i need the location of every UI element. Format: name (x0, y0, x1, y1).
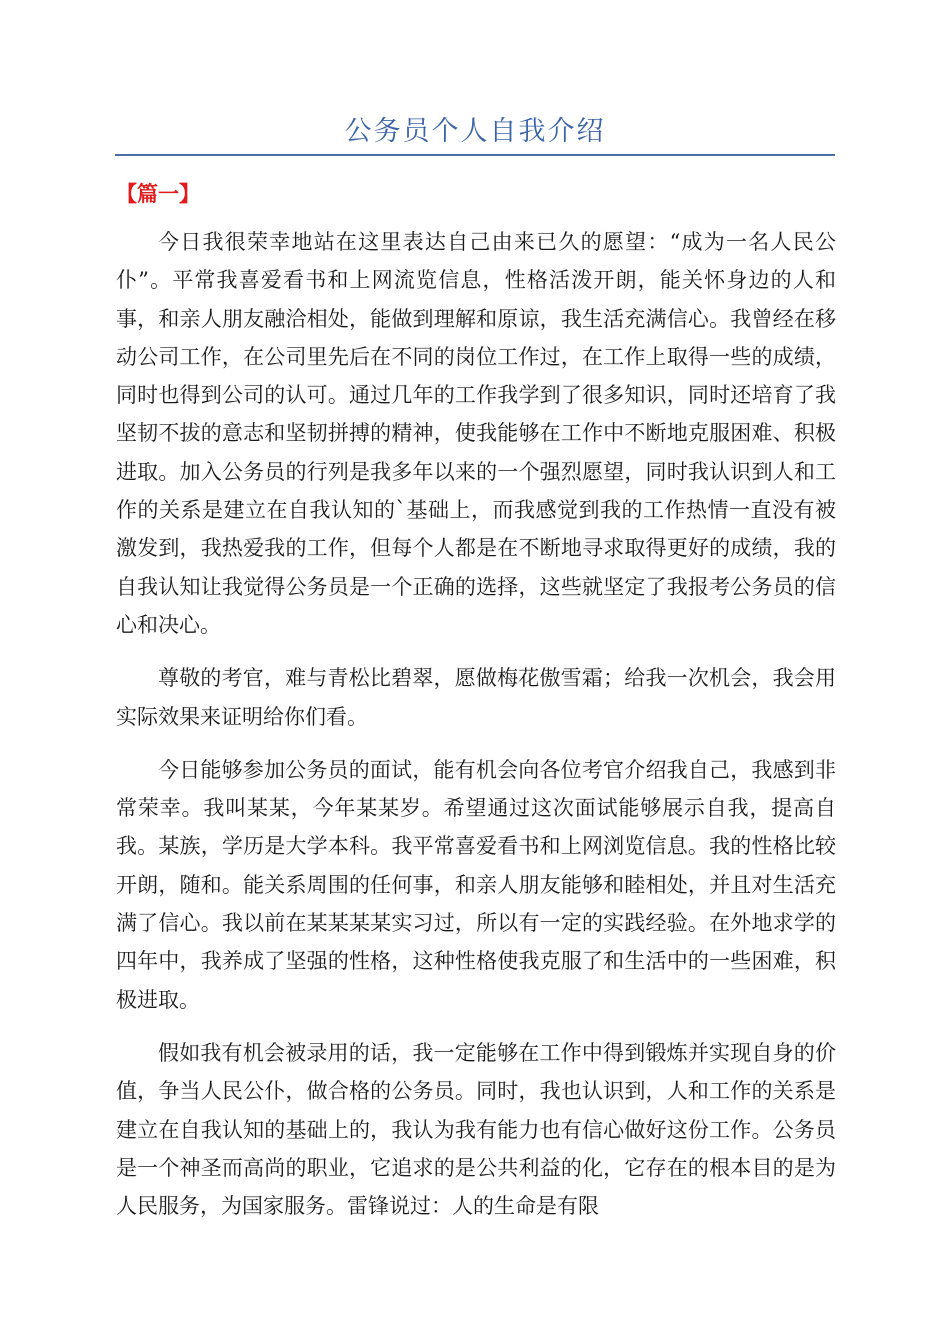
document-title: 公务员个人自我介绍 (344, 116, 606, 147)
paragraph-2: 尊敬的考官，难与青松比碧翠，愿做梅花傲雪霜；给我一次机会，我会用实际效果来证明给你们看。 (116, 666, 836, 729)
section-heading: 【篇一】 (116, 182, 200, 206)
title-underline-divider (115, 154, 835, 156)
paragraph-4: 假如我有机会被录用的话，我一定能够在工作中得到锻炼并实现自身的价值，争当人民公仆，做合格的公务员。同时，我也认识到，人和工作的关系是建立在自我认知的基础上的，我认为我有能力也有信心做好这份工作。公务员是一个神圣而高尚的职业，它追求的是公共利益的化，它存在的根本目的是为人民服务，为国家服务。雷锋说过：人的生命是有限 (116, 1040, 836, 1219)
body-text (116, 223, 836, 1240)
paragraph-3: 今日能够参加公务员的面试，能有机会向各位考官介绍我自己，我感到非常荣幸。我叫某某，今年某某岁。希望通过这次面试能够展示自我，提高自我。某族，学历是大学本科。我平常喜爱看书和上网浏览信息。我的性格比较开朗，随和。能关系周围的任何事，和亲人朋友能够和睦相处，并且对生活充满了信心。我以前在某某某某实习过，所以有一定的实践经验。在外地求学的四年中，我养成了坚强的性格，这种性格使我克服了和生活中的一些困难，积极进取。 (116, 757, 836, 1012)
paragraph-1: 今日我很荣幸地站在这里表达自己由来已久的愿望：“成为一名人民公仆”。平常我喜爱看书和上网流览信息，性格活泼开朗，能关怀身边的人和事，和亲人朋友融洽相处，能做到理解和原谅，我生活充满信心。我曾经在移动公司工作，在公司里先后在不同的岗位工作过，在工作上取得一些的成绩，同时也得到公司的认可。通过几年的工作我学到了很多知识，同时还培育了我坚韧不拔的意志和坚韧拼搏的精神，使我能够在工作中不断地克服困难、积极进取。加入公务员的行列是我多年以来的一个强烈愿望，同时我认识到人和工作的关系是建立在自我认知的`基础上，而我感觉到我的工作热情一直没有被激发到，我热爱我的工作，但每个人都是在不断地寻求取得更好的成绩，我的自我认知让我觉得公务员是一个正确的选择，这些就坚定了我报考公务员的信心和决心。 (116, 230, 836, 637)
